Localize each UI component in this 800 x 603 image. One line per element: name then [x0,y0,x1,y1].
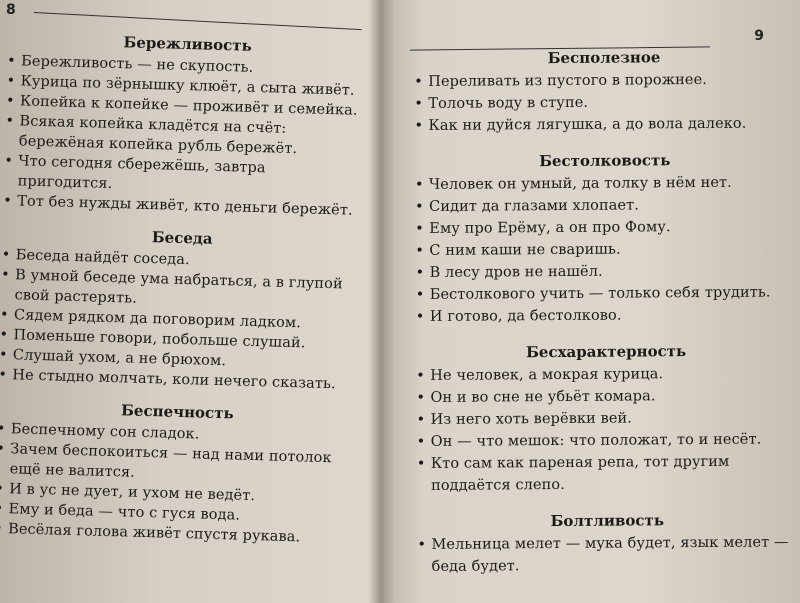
proverb-item: • Курица по зёрнышку клюёт, а сыта живёт. [6,71,366,101]
proverb-item: • Слушай ухом, а не брюхом. [0,345,359,375]
proverb-list [3,51,367,221]
proverb-item: • Из него хоть верёвки вей. [417,406,797,431]
proverb-item: • Сидит да глазами хлопает. [415,193,795,218]
section-beseda [0,224,362,395]
proverb-item: • Всякая копейка кладётся на счёт: бережёная копейка рубль бережёт. [5,111,366,161]
proverb-list [414,68,794,137]
section-berezhlivost [3,30,368,221]
proverb-item: • С ним каши не сваришь. [415,237,795,262]
proverb-item: • Что сегодня сбережёшь, завтра пригодится. [4,151,365,201]
right-page-content [414,47,798,594]
section-beskharakternost [416,341,797,497]
left-page-content [0,30,368,562]
proverb-item: • Копейка к копейке — проживёт и семейка. [6,91,366,121]
proverb-list [415,171,796,328]
proverb-item: • Не человек, а мокрая курица. [416,362,796,387]
proverb-item: • Ему и беда — что с гуся вода. [0,499,355,529]
section-title: Болтливость [550,511,665,531]
proverb-list [417,531,797,578]
proverb-list [0,245,362,395]
proverb-item: • Он — что мешок: что положат, то и несёт. [417,428,797,453]
section-title: Бестолковость [539,151,671,171]
proverb-item: • Бережливость — не скупость. [7,51,367,81]
page-number-right: 9 [754,28,764,44]
section-bestolkovost [415,150,796,328]
proverb-item: • В умной беседе ума набраться, а в глупой свой растерять. [0,265,361,315]
proverb-item: • И в ус не дует, и ухом не ведёт. [0,479,355,509]
proverb-item: • Сядем рядком да поговорим ладком. [0,305,360,335]
section-boltlivost [417,510,797,578]
proverb-item: • И готово, да бестолково. [416,303,796,328]
proverb-item: • Толочь воду в ступе. [414,90,794,115]
section-title: Бережливость [123,33,253,55]
proverb-list [416,362,797,497]
left-page [0,0,372,603]
header-rule-left [34,12,362,30]
proverb-item: • Бестолкового учить — только себя трудить. [416,281,796,306]
proverb-list [0,419,357,549]
proverb-item: • Мельница мелет — мука будет, язык мелет — беда будет. [417,531,797,578]
section-title: Беседа [151,228,213,248]
section-title: Беспечность [120,401,234,423]
page-number-left: 8 [6,2,16,18]
proverb-item: • Переливать из пустого в порожнее. [414,68,794,93]
proverb-item: • Зачем беспокоиться — над нами потолок ещё не валится. [0,439,356,489]
section-title: Бесполезное [547,48,661,68]
right-page [396,0,800,603]
section-bespoleznoe [414,47,795,137]
section-bespechnost [0,398,358,549]
proverb-item: • Беседа найдёт соседа. [1,245,361,275]
proverb-item: • Ему про Ерёму, а он про Фому. [415,215,795,240]
proverb-item: • Тот без нужды живёт, кто деньги бережёт. [3,191,363,221]
proverb-item: • В лесу дров не нашёл. [415,259,795,284]
proverb-item: • Беспечному сон сладок. [0,419,357,449]
proverb-item: • Не стыдно молчать, коли нечего сказать. [0,365,359,395]
proverb-item: • Кто сам как пареная репа, тот другим поддаётся слепо. [417,450,797,497]
proverb-item: • Как ни дуйся лягушка, а до вола далеко. [414,112,794,137]
section-title: Бесхарактерность [525,342,687,362]
proverb-item: • Поменьше говори, побольше слушай. [0,325,360,355]
proverb-item: • Человек он умный, да толку в нём нет. [415,171,795,196]
proverb-item: • Он и во сне не убьёт комара. [416,384,796,409]
proverb-item: • Весёлая голова живёт спустя рукава. [0,519,354,549]
